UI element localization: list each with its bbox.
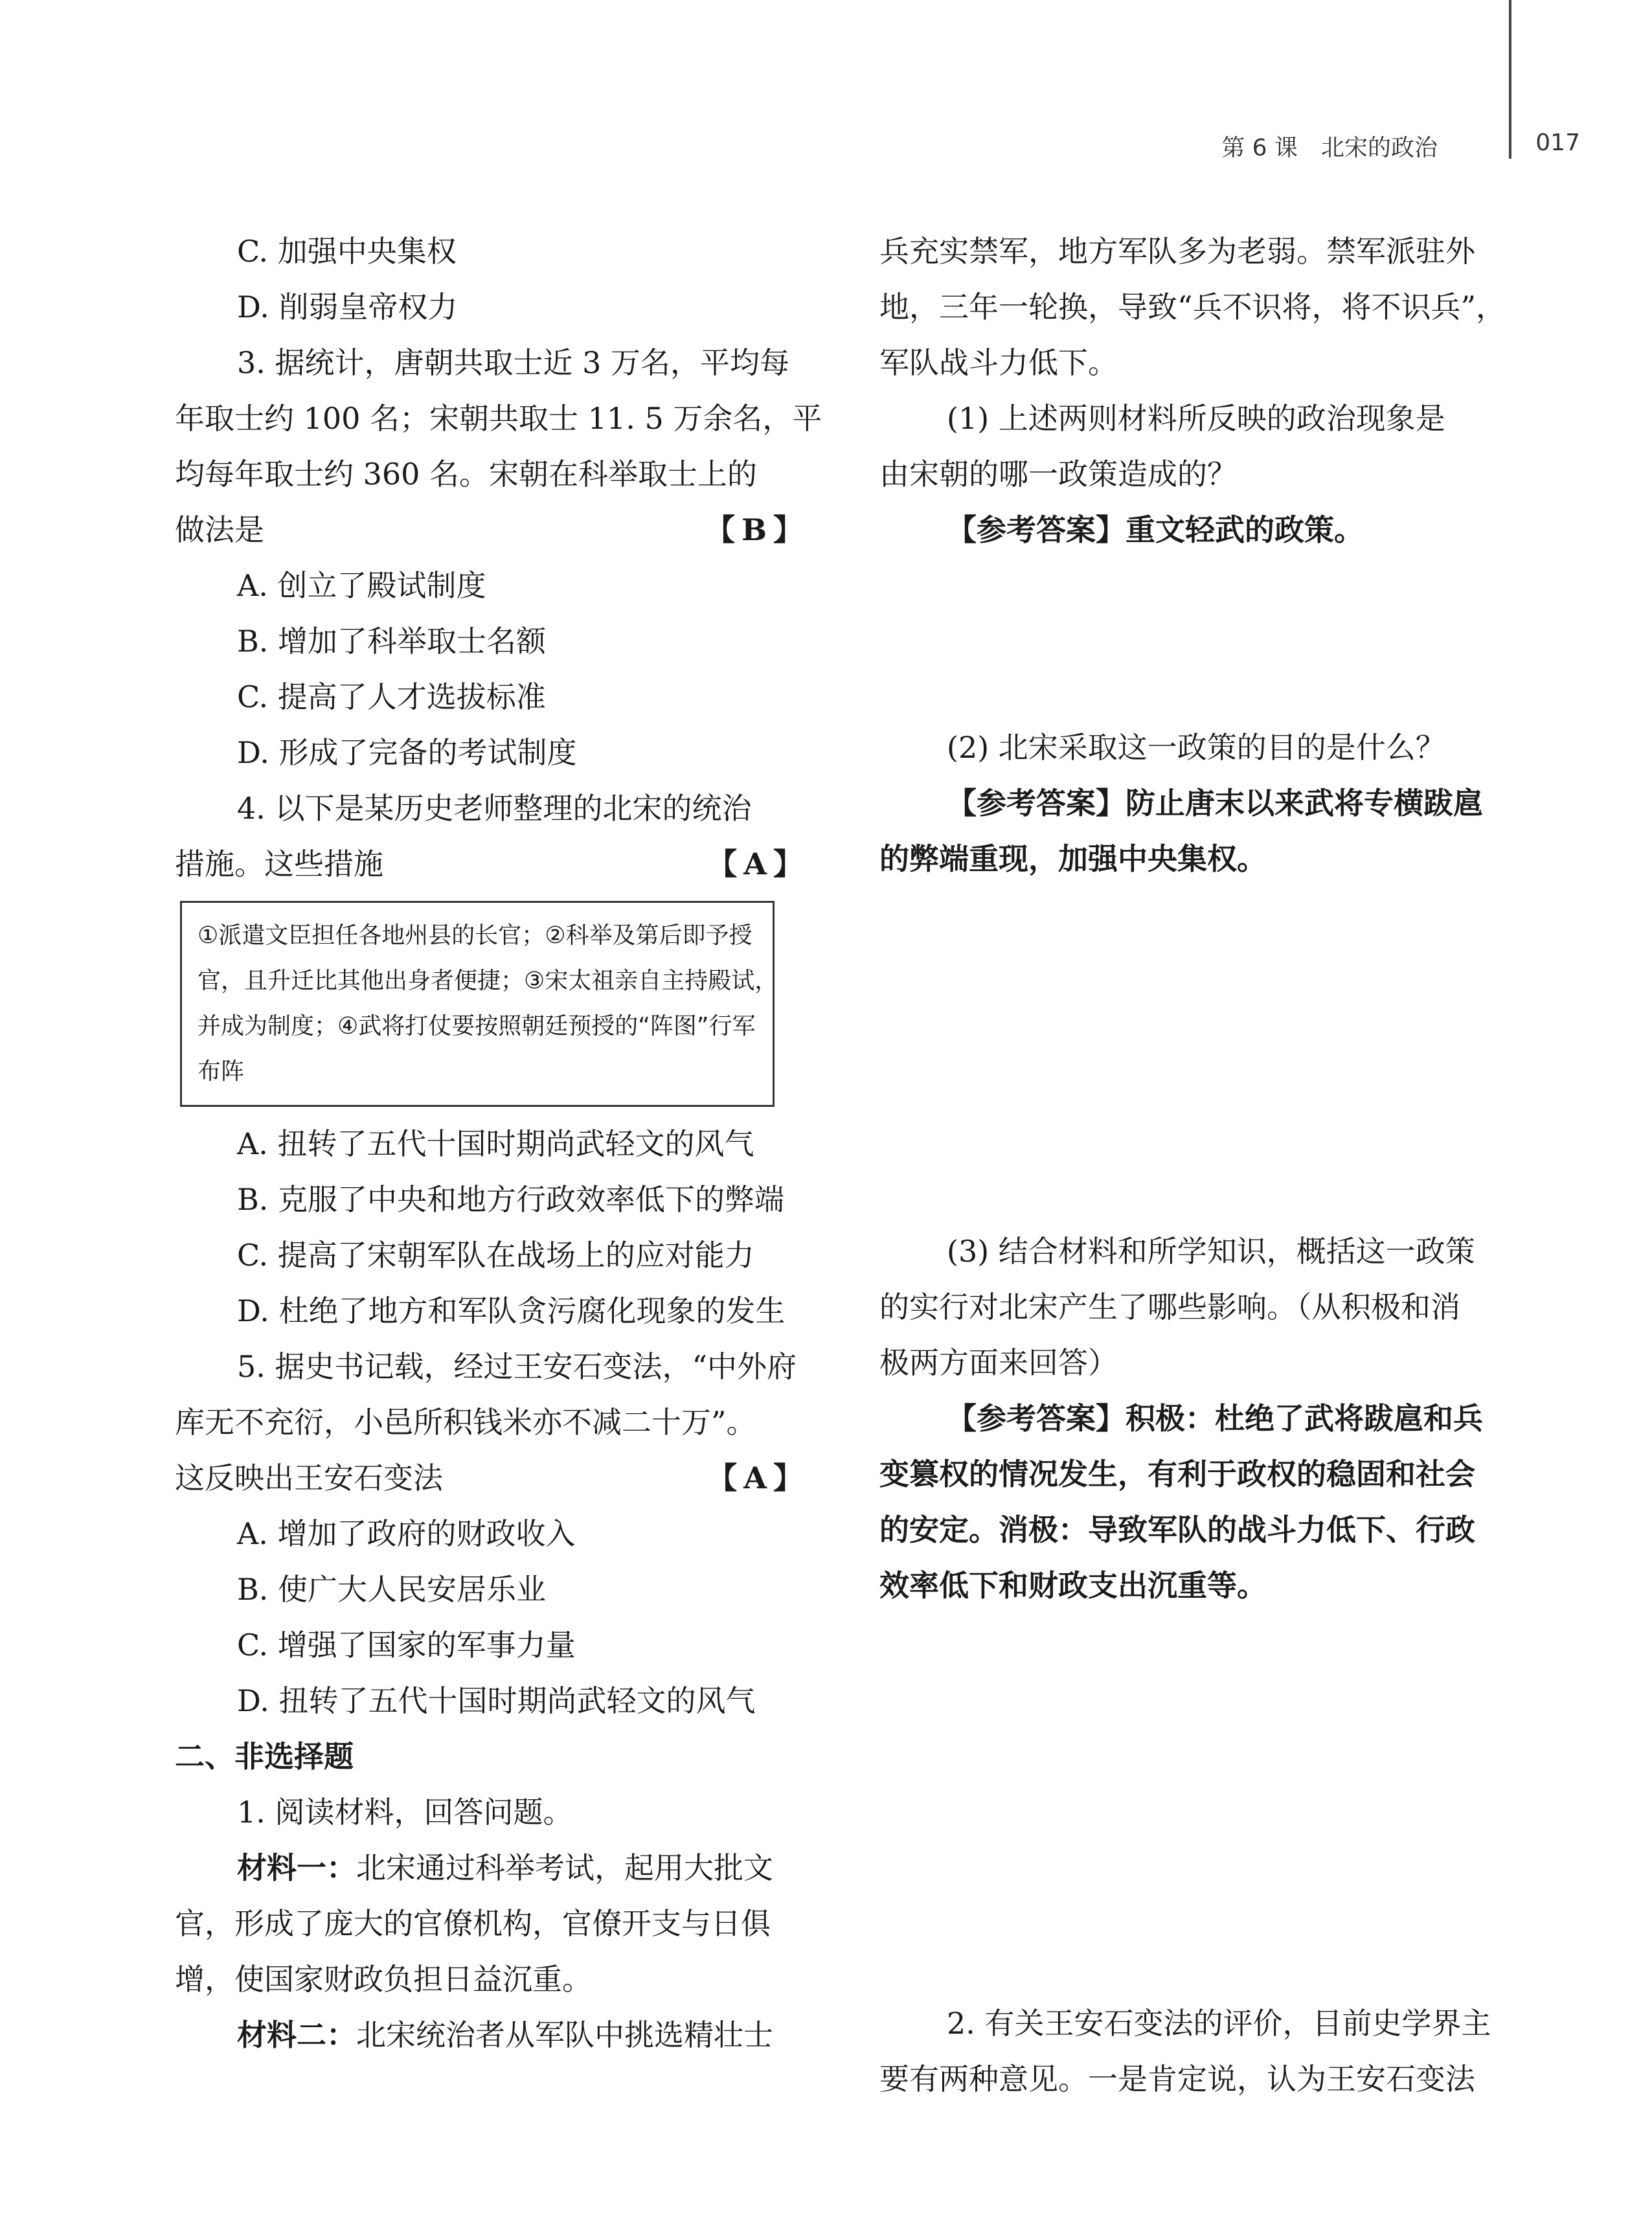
q3-text-line: 年取士约 100 名；宋朝共取士 11. 5 万余名，平 [175,401,822,436]
q5-option-c: C. 增强了国家的军事力量 [237,1628,576,1663]
material1-line: 材料一：北宋通过科举考试，起用大批文 [237,1850,773,1885]
box-line: ①派遣文臣担任各地州县的长官；②科举及第后即予授 [198,922,752,949]
material2-cont-line: 兵充实禁军，地方军队多为老弱。禁军派驻外 [879,234,1475,269]
q2-text-line: 2. 有关王安石变法的评价，目前史学界主 [947,2006,1491,2041]
sub2-question: (2) 北宋采取这一政策的目的是什么？ [947,730,1445,765]
q3-option-b: B. 增加了科举取士名额 [237,624,547,659]
material1-line: 官，形成了庞大的官僚机构，官僚开支与日俱 [175,1906,771,1941]
q4-answer: 【A】 [707,846,809,881]
q2-option-c: C. 加强中央集权 [237,234,457,269]
q5-text-line: 这反映出王安石变法 【A】 [175,1450,813,1506]
material1-label: 材料一： [237,1850,356,1885]
q3-option-c: C. 提高了人才选拔标准 [237,679,546,714]
q4-option-d: D. 杜绝了地方和军队贪污腐化现象的发生 [237,1293,786,1328]
q3-text-line: 做法是 【B】 [175,502,813,558]
sub2-answer: 的弊端重现，加强中央集权。 [879,841,1267,876]
q3-option-a: A. 创立了殿试制度 [237,568,486,603]
right-column [879,223,1521,2107]
q3-option-d: D. 形成了完备的考试制度 [237,735,577,770]
sub3-answer: 【参考答案】积极：杜绝了武将跋扈和兵 [947,1401,1483,1436]
q4-option-b: B. 克服了中央和地方行政效率低下的弊端 [237,1182,785,1217]
material2-label: 材料二： [237,2017,356,2052]
q5-option-b: B. 使广大人民安居乐业 [237,1572,547,1607]
sub2-answer: 【参考答案】防止唐末以来武将专横跋扈 [947,786,1483,821]
q3-text-line: 均每年取士约 360 名。宋朝在科举取士上的 [175,457,758,492]
q3-answer: 【B】 [705,512,809,547]
left-column [175,223,822,2063]
box-line: 并成为制度；④武将打仗要按照朝廷预授的“阵图”行军 [198,1013,756,1039]
section-heading: 二、非选择题 [175,1739,354,1774]
page-header [1153,130,1606,168]
sub1-question: 由宋朝的哪一政策造成的？ [879,457,1237,492]
sub1-question: (1) 上述两则材料所反映的政治现象是 [947,401,1445,436]
sub3-question: 的实行对北宋产生了哪些影响。（从积极和消 [879,1289,1460,1324]
q2-option-d: D. 削弱皇帝权力 [237,290,458,324]
sub1-answer: 【参考答案】重文轻武的政策。 [947,512,1364,547]
q1-intro: 1. 阅读材料，回答问题。 [237,1795,573,1830]
q4-material-box [180,901,778,1107]
sub3-answer: 变篡权的情况发生，有利于政权的稳固和社会 [879,1457,1475,1492]
page-number: 017 [1535,130,1580,156]
q3-text-line: 3. 据统计，唐朝共取士近 3 万名，平均每 [237,345,790,380]
sub3-answer: 的安定。消极：导致军队的战斗力低下、行政 [879,1512,1475,1547]
q5-text-line: 5. 据史书记载，经过王安石变法，“中外府 [237,1349,797,1384]
sub3-answer: 效率低下和财政支出沉重等。 [879,1568,1267,1603]
material2-cont-line: 地，三年一轮换，导致“兵不识将，将不识兵”， [879,290,1506,324]
q5-text-line: 库无不充衍，小邑所积钱米亦不减二十万”。 [175,1405,756,1440]
q2-text-line: 要有两种意见。一是肯定说，认为王安石变法 [879,2061,1475,2096]
q5-answer: 【A】 [707,1460,809,1495]
lesson-title: 第 6 课 北宋的政治 [1221,135,1438,161]
q5-option-a: A. 增加了政府的财政收入 [237,1516,576,1551]
q4-text-line: 措施。这些措施 【A】 [175,836,813,892]
q5-option-d: D. 扭转了五代十国时期尚武轻文的风气 [237,1683,756,1718]
q4-option-c: C. 提高了宋朝军队在战场上的应对能力 [237,1238,754,1273]
q4-option-a: A. 扭转了五代十国时期尚武轻文的风气 [237,1126,754,1161]
q4-text-line: 4. 以下是某历史老师整理的北宋的统治 [237,791,752,826]
material2-line: 材料二：北宋统治者从军队中挑选精壮士 [237,2017,773,2052]
box-line: 布阵 [198,1058,245,1085]
material1-line: 增，使国家财政负担日益沉重。 [175,1962,592,1997]
sub3-question: (3) 结合材料和所学知识，概括这一政策 [947,1234,1475,1269]
sub3-question: 极两方面来回答） [879,1345,1118,1380]
box-line: 官，且升迁比其他出身者便捷；③宋太祖亲自主持殿试， [198,968,778,994]
material2-cont-line: 军队战斗力低下。 [879,345,1118,380]
